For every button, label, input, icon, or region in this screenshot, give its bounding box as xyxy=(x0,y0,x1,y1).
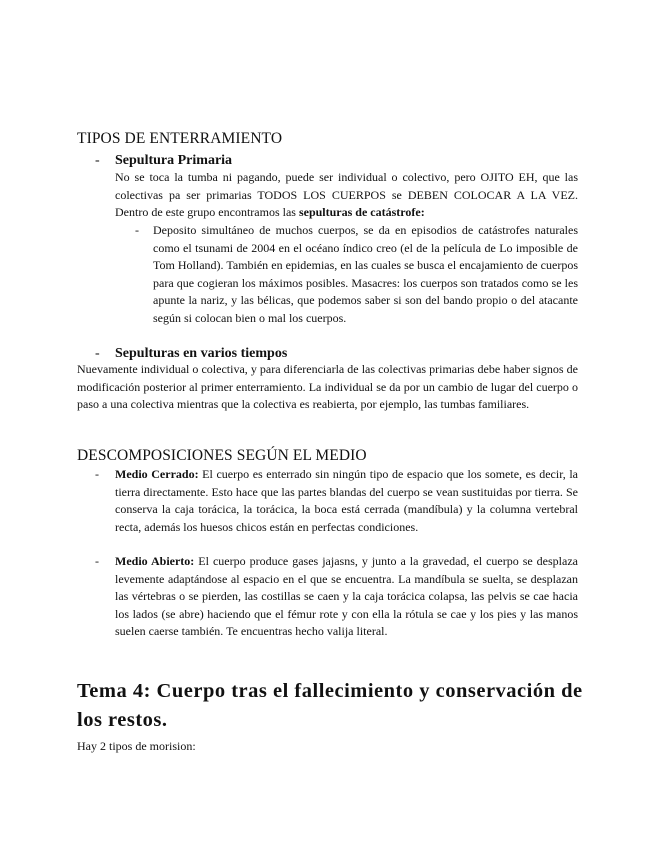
section-heading-tipos: TIPOS DE ENTERRAMIENTO xyxy=(77,130,283,147)
sub-bullet-dash: - xyxy=(135,223,139,237)
term-medio-abierto: Medio Abierto: xyxy=(115,554,195,568)
paragraph-text: No se toca la tumba ni pagando, puede ser individual o colectivo, pero OJITO EH, que las colectivas pa ser primarias TODOS LOS CUERPOS se DEBEN COLOCAR A LA VEZ. Dentro de este grupo encontramos las xyxy=(115,170,578,220)
term-medio-cerrado: Medio Cerrado: xyxy=(115,467,199,481)
paragraph-varios-tiempos: Nuevamente individual o colectiva, y para diferenciarla de las colectivas primarias debe haber signos de modificación posterior al primer enterramiento. La individual se da por un cambio de lugar del cuerpo o paso a una colectiva mientras que la colectiva es reabierta, por ejemplo, las tumbas familiares. xyxy=(77,362,578,412)
chapter-title-tema-4: Tema 4: Cuerpo tras el fallecimiento y conservación de los restos. xyxy=(77,680,583,731)
paragraph-text: El cuerpo es enterrado sin ningún tipo de espacio que los somete, es decir, la tierra directamente. Esto hace que las partes blandas del cuerpo se vean sustituidas por tierra. Se conserva la caja torácica, la torácica, la boca está cerrada (mandíbula) y la columna vertebral recta, además los huesos chicos están en perfectas condiciones. xyxy=(115,467,578,534)
bullet-dash: - xyxy=(95,346,100,361)
paragraph-bold-term: sepulturas de catástrofe: xyxy=(298,205,425,220)
subheading-sepulturas-varios-tiempos: Sepulturas en varios tiempos xyxy=(115,346,288,361)
bullet-dash: - xyxy=(95,467,99,481)
paragraph-sepultura-primaria xyxy=(115,169,578,222)
paragraph-catastrofe: Deposito simultáneo de muchos cuerpos, se da en episodios de catástrofes naturales como el tsunami de 2004 en el océano índico creo (el de la película de Lo imposible de Tom Holland). También en epidemias, en las cuales se busca el encajamiento de cuerpos para que cogieran los máximos posibles. Masacres: los cuerpos son tratados como se les apunte la nariz, y las bélicas, que podemos saber si son del bando propio o del atacante según si colocan bien o mal los cuerpos. xyxy=(153,223,578,325)
subheading-sepultura-primaria: Sepultura Primaria xyxy=(115,153,233,168)
paragraph-morision: Hay 2 tipos de morision: xyxy=(77,739,196,753)
paragraph-medio-abierto xyxy=(115,553,578,641)
paragraph-text: El cuerpo produce gases jajasns, y junto a la gravedad, el cuerpo se desplaza levemente adaptándose al espacio en el que se encuentra. La mandíbula se suelta, se desplazan las vértebras o se pierden, las costillas se caen y la caja torácica colapsa, las pelvis se cae hacia los lados (se abre) haciendo que el fémur rote y con ella la rótula se cae y los pies y las manos suelen caerse también. Te encuentras hecho valija literal. xyxy=(115,554,578,639)
bullet-dash: - xyxy=(95,153,100,168)
paragraph-medio-cerrado xyxy=(115,466,578,536)
section-heading-descomposiciones: DESCOMPOSICIONES SEGÚN EL MEDIO xyxy=(77,447,367,464)
bullet-dash: - xyxy=(95,554,99,568)
